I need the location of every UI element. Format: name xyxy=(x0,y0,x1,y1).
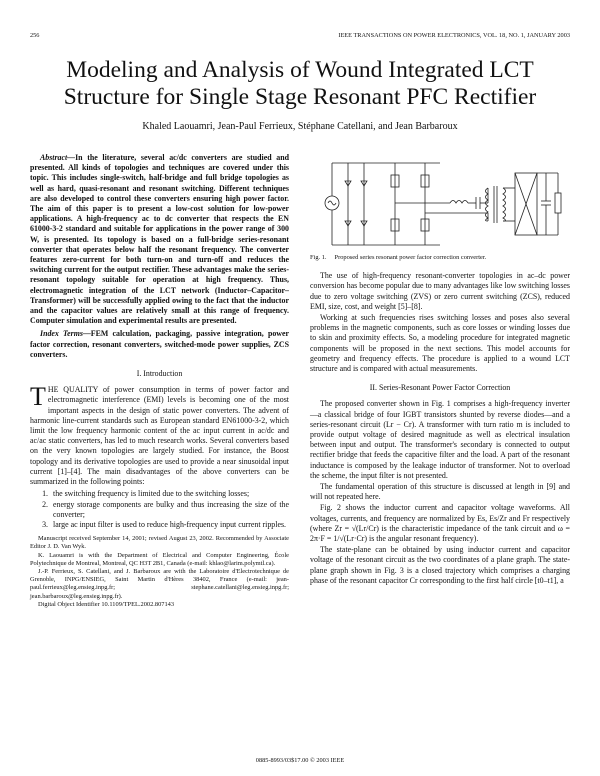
body-paragraph: The state-plane can be obtained by using inductor current and capacitor voltage of the resonant circuit as the two coordinates of a plane graph. The state-plane graph shown in Fig. 3 is a closed trajectory which comprises a charging phase of the resonant capacitor Cr corresponding to the first half circle [t0–t1], a xyxy=(310,545,570,585)
footnote-manuscript: Manuscript received September 14, 2001; revised August 23, 2002. Recommended by Associate Editor J. D. Van Wyk. xyxy=(30,535,289,551)
list-item: 2. energy storage components are bulky and thus increasing the size of the converter; xyxy=(50,500,289,520)
page-number: 256 xyxy=(30,32,40,39)
body-paragraph: Fig. 2 shows the inductor current and capacitor voltage waveforms. All voltages, currents, and frequency are normalized by Es, Es/Zr and Fr respectively (where Zr = √(Lr/Cr) is the characteristic impedance of the tank circuit and ω = 2π·F = 1/√(Lr·Cr) is the angular resonant frequency). xyxy=(310,503,570,544)
body-paragraph: The use of high-frequency resonant-converter topologies in ac–dc power conversion has become popular due to many advantages like low switching losses due to zero voltage switching (ZVS) or zero current switching (ZCS), reduced EMI, size, cost, and weight [5]–[8]. xyxy=(310,271,570,311)
figure-1-caption xyxy=(310,253,570,263)
footnotes xyxy=(30,535,289,609)
abstract-label: Abstract— xyxy=(40,153,76,162)
disadvantages-list xyxy=(30,489,289,530)
body-paragraph: The proposed converter shown in Fig. 1 comprises a high-frequency inverter—a classical bridge of four IGBT transistors shunted by reverse diodes—and a series-resonant circuit (Lr − Cr). A transformer with turn ratio m is included to provide output voltage of desired magnitude as well as electrical insulation between input and output. The transformer's secondary is connected to output rectifier bridge that feeds the capacitive filter and the load. A part of the resonant inductance is composed by the leakage inductor of transformer. Not to overload the scheme, the input filter is not presented. xyxy=(310,399,570,480)
circuit-diagram xyxy=(310,153,570,251)
section-1-heading: I. Introduction xyxy=(136,369,183,379)
intro-paragraph xyxy=(30,382,289,487)
footnote-doi: Digital Object Identifier 10.1109/TPEL.2002.807143 xyxy=(38,600,175,608)
list-item: 3. large ac input filter is used to reduce high-frequency input current ripples. xyxy=(50,520,289,530)
drop-cap: T xyxy=(30,382,46,412)
title-line-1: Modeling and Analysis of Wound Integrated LCT xyxy=(66,57,534,83)
title-line-2: Structure for Single Stage Resonant PFC Rectifier xyxy=(63,84,537,110)
running-header xyxy=(30,32,570,42)
right-column xyxy=(310,153,570,587)
list-item: 1. the switching frequency is limited due to the switching losses; xyxy=(50,489,289,499)
figure-1-caption-text: Proposed series resonant power factor correction converter. xyxy=(334,254,487,261)
body-paragraph: Working at such frequencies rises switching losses and poses also several problems in the magnetic components, such as core losses or winding losses due to skin and proximity effects. So, a modeling procedure for integrated magnetic components will be proposed in the next sections. This model accounts for geometry and frequency effects. The procedure is applied to a wound LCT structure and is compared with actual measurements. xyxy=(310,313,570,374)
transformer-secondary xyxy=(503,188,506,221)
figure-1 xyxy=(310,153,570,251)
index-terms-text: FEM calculation, packaging, passive integration, power factor correction, resonant converters, switched-mode power supplies, ZCS converters. xyxy=(30,329,289,359)
ac-wave-symbol xyxy=(328,201,336,205)
journal-header: IEEE TRANSACTIONS ON POWER ELECTRONICS, VOL. 18, NO. 1, JANUARY 2003 xyxy=(338,32,570,39)
section-2-heading: II. Series-Resonant Power Factor Correction xyxy=(369,383,511,393)
footnote-author-1: K. Laouamri is with the Department of Electrical and Computer Engineering, École Polytechnique de Montreal, Montreal, QC H3T 2B1, Canada (e-mail: khlao@larim.polymtl.ca). xyxy=(30,551,289,567)
footnote-authors-2: J.-P. Ferrieux, S. Catellani, and J. Barbaroux are with the Laboratoire d'Electrotechnique de Grenoble, INPG/ENSIEG, Saint Martin d'Hères 38402, France (e-mail: jean-paul.ferrieux@leg.ensieg.inpg.fr; stephane.catellani@leg.ensieg.inpg.fr; jean.barbaroux@leg.ensieg.inpg.fr). xyxy=(30,567,289,600)
left-column xyxy=(30,153,289,609)
load-resistor xyxy=(555,193,561,213)
index-terms xyxy=(30,329,289,360)
abstract-text: In the literature, several ac/dc converters are studied and presented. All kinds of topologies and techniques are covered under this topic. This includes single-switch, half-bridge and full bridge topologies as well as hard, quasi-resonant and resonant switching. Different techniques are also developed to control these converters ensuring high power factor. The aim of this paper is to present a low-cost solution for low-power applications. A high-frequency ac to dc converter that respects the EN 61000-3-2 standard and suitable for applications in the power range of 300 W, is presented. Its topology is based on a full-bridge series-resonant converter that operates below half the resonant frequency. The converter features zero-current for both turn-on and turn-off and reduces the switching current for the output rectifier. These advantages make the series-resonant topology suitable for operation at high frequency. Thus, electromagnetic integration of the LCT network (Inductor–Capacitor–Transformer) will be successfully applied owing to the fact that the inductor and the capacitor values are relatively small at this range of frequency. Computer simulation and experimental results are presented. xyxy=(30,153,289,326)
abstract xyxy=(30,153,289,326)
copyright-footer: 0885-8993/03$17.00 © 2003 IEEE xyxy=(255,757,345,764)
figure-1-label: Fig. 1. xyxy=(310,254,327,261)
inductor-symbol xyxy=(450,201,468,204)
index-terms-label: Index Terms— xyxy=(40,329,91,339)
authors: Khaled Laouamri, Jean-Paul Ferrieux, Stéphane Catellani, and Jean Barbaroux xyxy=(142,121,458,132)
intro-text: HE QUALITY of power consumption in terms of power factor and electromagnetic interference (EMI) levels is becoming one of the most important aspects in the design of static power converters. The advent of harmonic line-current standards such as European standard EN61000-3-2, which limit the low frequency harmonic content of the ac input current in ac/dc and ac/ac static converters, has led to much research works. Several converters based on the very known topologies are largely studied. For instance, the Boost topology and its derivative topologies are used to provide a near sinusoidal input current [1]–[4]. The main disadvantages of the above converters can be summarized in the following points: xyxy=(30,385,289,487)
body-paragraph: The fundamental operation of this structure is discussed at length in [9] and will not repeated here. xyxy=(310,482,570,502)
paper-title xyxy=(30,57,570,111)
